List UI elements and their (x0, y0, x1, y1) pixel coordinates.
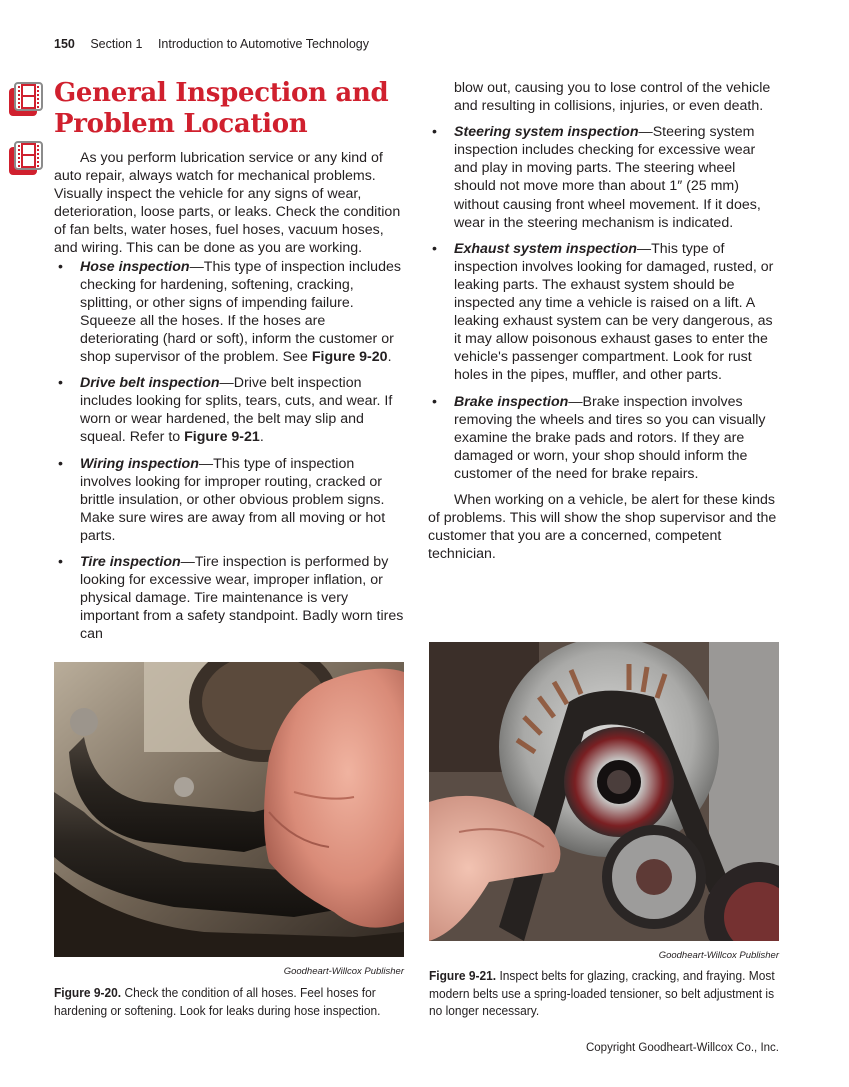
left-column (54, 78, 406, 651)
list-item-steering-inspection: • Steering system inspection—Steering system inspection includes checking for excessive wear and play in moving parts. The steering wheel should not move more than about 1″ (25 mm) without causing front wheel movement. If it does, wear in the steering mechanism is indicated. (432, 124, 761, 231)
term: Exhaust system inspection (454, 240, 637, 257)
figure-label: Figure 9-21. (429, 968, 497, 983)
photo-credit: Goodheart-Willcox Publisher (283, 966, 404, 977)
page-number: 150 (54, 37, 75, 51)
term: Tire inspection (80, 553, 181, 570)
figure-reference[interactable]: Figure 9-20 (311, 349, 388, 366)
list-item-brake-inspection: • Brake inspection—Brake inspection involves removing the wheels and tires so you can visually examine the brake pads and rotors. If they are damaged or worn, your shop should inform the customer of the need for brake repairs. (432, 393, 766, 482)
right-column (428, 79, 780, 563)
running-head (54, 37, 369, 51)
figure-9-20-photo (54, 662, 404, 957)
term: Steering system inspection (454, 124, 639, 141)
photo-credit: Goodheart-Willcox Publisher (658, 950, 779, 961)
video-icon[interactable] (9, 82, 43, 116)
list-item-drive-belt-inspection: • Drive belt inspection—Drive belt inspection includes looking for splits, tears, cuts, and wear. If worn or wear hardened, the belt may slip and squeal. Refer to Figure 9-21. (58, 375, 393, 446)
section-heading: General Inspection and Problem Location (54, 78, 389, 139)
film-strip-icon (16, 84, 41, 109)
term: Drive belt inspection (80, 375, 220, 392)
copyright-notice: Copyright Goodheart-Willcox Co., Inc. (585, 1042, 779, 1054)
list-item-exhaust-inspection: • Exhaust system inspection—This type of inspection involves looking for damaged, rusted, or leaking parts. The exhaust system should be inspected any time a vehicle is raised on a lift. A leaking exhaust system can be very dangerous, as it may allow poisonous exhaust gases to enter the vehicle's passenger compartment. Look for rust holes in the pipes, muffler, and other parts. (432, 240, 774, 384)
term: Hose inspection (80, 258, 190, 275)
figure-label: Figure 9-20. (54, 985, 122, 1000)
belt-photo-illustration (429, 642, 779, 941)
bullet-icon: • (58, 375, 63, 392)
bullet-icon: • (58, 553, 63, 570)
inspection-list-right (428, 79, 780, 483)
bullet-icon: • (432, 240, 437, 257)
intro-paragraph: As you perform lubrication service or any kind of auto repair, always watch for mechanical problems. Visually inspect the vehicle for any signs of wear, deterioration, loose parts, or leaks. Check the condition of fan belts, water hoses, fuel hoses, vacuum hoses, and wiring. This can be done as you are working. (54, 150, 401, 257)
term: Brake inspection (454, 393, 569, 410)
inspection-list-left (54, 258, 406, 644)
figure-reference[interactable]: Figure 9-21 (184, 429, 260, 446)
list-item-wiring-inspection: • Wiring inspection—This type of inspection involves looking for improper routing, cracked or brittle insulation, or other obvious problem signs. Make sure wires are away from all moving or hot parts. (58, 455, 386, 544)
closing-paragraph: When working on a vehicle, be alert for these kinds of problems. This will show the shop supervisor and the customer that you are a concerned, competent technician. (428, 491, 777, 563)
section-label: Section 1 (90, 37, 143, 51)
list-item-hose-inspection: • Hose inspection—This type of inspection includes checking for hardening, softening, cracking, splitting, or other signs of impending failure. Squeeze all the hoses. If the hoses are deteriorating (hard or soft), inform the customer or shop supervisor of the problem. See Figure 9-20. (58, 258, 401, 366)
film-strip-icon (16, 143, 41, 168)
bullet-icon: • (58, 258, 63, 275)
figure-9-20-caption: Figure 9-20. Check the condition of all hoses. Feel hoses for hardening or softening. Look for leaks during hose inspection. (54, 985, 381, 1018)
figure-9-21-caption: Figure 9-21. Inspect belts for glazing, cracking, and fraying. Most modern belts use a spring-loaded tensioner, so belt adjustment is no longer necessary. (429, 968, 775, 1018)
list-item-tire-continuation: blow out, causing you to lose control of the vehicle and resulting in collisions, injuries, or even death. (454, 80, 771, 115)
video-icon[interactable] (9, 141, 43, 175)
term: Wiring inspection (80, 455, 199, 472)
hose-photo-illustration (54, 662, 404, 957)
bullet-icon: • (58, 455, 63, 472)
chapter-title: Introduction to Automotive Technology (157, 37, 369, 51)
bullet-icon: • (432, 124, 437, 141)
list-item-tire-inspection: • Tire inspection—Tire inspection is performed by looking for excessive wear, improper inflation, or physical damage. Tire maintenance is very important from a safety standpoint. Badly worn tires can (58, 553, 404, 643)
bullet-icon: • (432, 393, 437, 410)
figure-9-21-photo (429, 642, 779, 941)
